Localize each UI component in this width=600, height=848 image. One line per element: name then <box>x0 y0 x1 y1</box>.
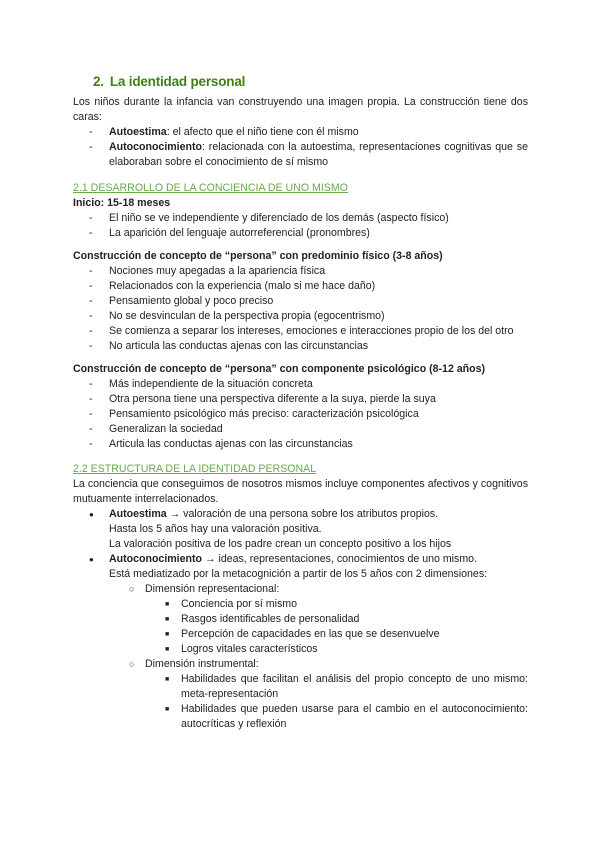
list-item: - Pensamiento global y poco preciso <box>73 294 528 309</box>
term-definition: → valoración de una persona sobre los atributos propios. <box>166 508 439 520</box>
representacional-list <box>73 597 528 657</box>
list-item: ■ Habilidades que pueden usarse para el cambio en el autoconocimiento: autocríticas y reflexión <box>73 702 528 732</box>
term-autoconocimiento: Autoconocimiento <box>109 141 202 153</box>
heading-title: La identidad personal <box>109 74 246 89</box>
section2-intro: La conciencia que conseguimos de nosotros mismos incluye componentes afectivos y cognitivos mutuamente interrelacionados. <box>73 478 528 505</box>
subsection-title-2-1: 2.1 DESARROLLO DE LA CONCIENCIA DE UNO MISMO <box>73 182 348 194</box>
autoestima-line: Hasta los 5 años hay una valoración positiva. <box>109 523 322 535</box>
list-item: - Se comienza a separar los intereses, emociones e interacciones propio de los del otro <box>73 324 528 339</box>
list-item: ○ Dimensión representacional: <box>73 582 528 597</box>
term-autoconocimiento: Autoconocimiento <box>109 553 202 565</box>
subsection-title-2-2: 2.2 ESTRUCTURA DE LA IDENTIDAD PERSONAL <box>73 463 317 475</box>
list-item: - Más independiente de la situación concreta <box>73 377 528 392</box>
list-item: - Pensamiento psicológico más preciso: caracterización psicológica <box>73 407 528 422</box>
list-item: ■ Logros vitales característicos <box>73 642 528 657</box>
list-item: - La aparición del lenguaje autorreferencial (pronombres) <box>73 226 528 241</box>
autoconocimiento-line: Está mediatizado por la metacognición a partir de los 5 años con 2 dimensiones: <box>109 568 488 580</box>
list-item: - Nociones muy apegadas a la apariencia física <box>73 264 528 279</box>
term-definition: → ideas, representaciones, conocimientos de uno mismo. <box>202 553 477 565</box>
list-item: - Otra persona tiene una perspectiva diferente a la suya, pierde la suya <box>73 392 528 407</box>
inicio-list <box>73 211 528 241</box>
autoestima-line: La valoración positiva de los padre crean un concepto positivo a los hijos <box>109 538 452 550</box>
estructura-list <box>73 507 528 582</box>
term-definition: : relacionada con la autoestima, representaciones cognitivas que se elaboraban sobre el conocimiento de sí mismo <box>109 141 528 168</box>
list-item: - Relacionados con la experiencia (malo si me hace daño) <box>73 279 528 294</box>
list-item: ■ Conciencia por sí mismo <box>73 597 528 612</box>
list-item <box>73 140 528 170</box>
list-item: ■ Percepción de capacidades en las que se desenvuelve <box>73 627 528 642</box>
psicologico-title: Construcción de concepto de “persona” con componente psicológico (8-12 años) <box>73 363 486 375</box>
list-item: - No se desvinculan de la perspectiva propia (egocentrismo) <box>73 309 528 324</box>
list-item: - Articula las conductas ajenas con las circunstancias <box>73 437 528 452</box>
list-item <box>73 552 528 582</box>
list-item: ○ Dimensión instrumental: <box>73 657 528 672</box>
intro-paragraph: Los niños durante la infancia van construyendo una imagen propia. La construcción tiene dos caras: <box>73 96 528 123</box>
list-item <box>73 125 528 140</box>
list-item: - Generalizan la sociedad <box>73 422 528 437</box>
term-autoestima: Autoestima <box>109 508 167 520</box>
dimensiones-list <box>73 657 528 672</box>
fisico-list <box>73 264 528 354</box>
heading-number: 2. <box>93 74 104 89</box>
list-item: - El niño se ve independiente y diferenciado de los demás (aspecto físico) <box>73 211 528 226</box>
list-item <box>73 507 528 552</box>
list-item: - No articula las conductas ajenas con las circunstancias <box>73 339 528 354</box>
dimensiones-list <box>73 582 528 597</box>
caras-list <box>73 125 528 170</box>
term-definition: : el afecto que el niño tiene con él mismo <box>166 126 359 138</box>
fisico-title: Construcción de concepto de “persona” con predominio físico (3-8 años) <box>73 250 443 262</box>
document-page <box>73 74 528 732</box>
psicologico-list <box>73 377 528 452</box>
list-item: ■ Rasgos identificables de personalidad <box>73 612 528 627</box>
section-heading <box>93 74 528 89</box>
instrumental-list <box>73 672 528 732</box>
term-autoestima: Autoestima <box>109 126 167 138</box>
inicio-title: Inicio: 15-18 meses <box>73 197 171 209</box>
list-item: ■ Habilidades que facilitan el análisis del propio concepto de uno mismo: meta-representación <box>73 672 528 702</box>
